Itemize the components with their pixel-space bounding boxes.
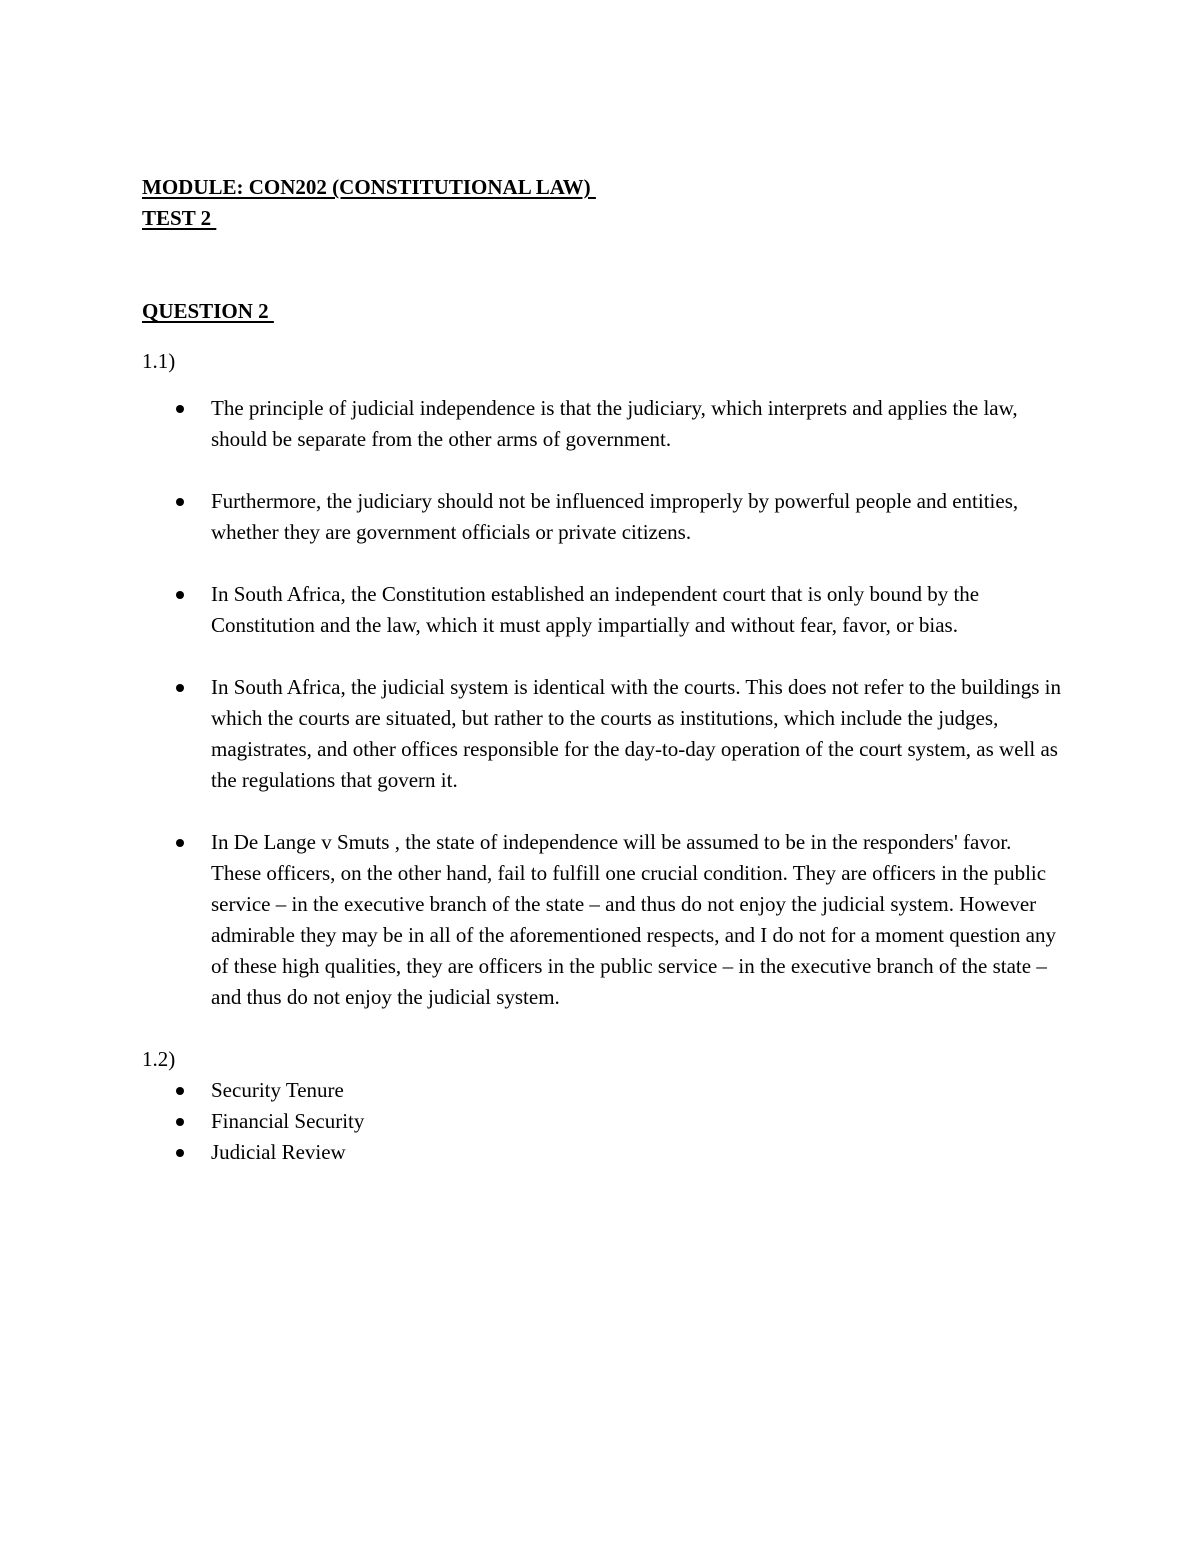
list-item: [142, 486, 1062, 548]
bullet-icon: [176, 1118, 184, 1126]
list-item: [142, 672, 1062, 796]
bullet-icon: [176, 839, 184, 847]
list-item: [142, 827, 1062, 1013]
question-heading: QUESTION 2: [142, 299, 274, 323]
document-content: [142, 172, 1062, 1168]
section-1-2-list: [142, 1075, 1062, 1168]
list-item-text: Financial Security: [211, 1109, 365, 1133]
list-item: [142, 1106, 1062, 1137]
bullet-icon: [176, 1087, 184, 1095]
bullet-icon: [176, 684, 184, 692]
list-item-text: In De Lange v Smuts , the state of independence will be assumed to be in the responders' favor. These officers, on the other hand, fail to fulfill one crucial condition. They are officers in the public service – in the executive branch of the state – and thus do not enjoy the judicial system. However admirable they may be in all of the aforementioned respects, and I do not for a moment question any of these high qualities, they are officers in the public service – in the executive branch of the state – and thus do not enjoy the judicial system.: [211, 830, 1056, 1009]
list-item-text: Furthermore, the judiciary should not be influenced improperly by powerful people and entities, whether they are government officials or private citizens.: [211, 489, 1019, 544]
list-item: [142, 393, 1062, 455]
section-1-1-list: [142, 393, 1062, 1013]
section-label-1-1: 1.1): [142, 349, 176, 373]
bullet-icon: [176, 1149, 184, 1157]
list-item: [142, 1137, 1062, 1168]
list-item: [142, 579, 1062, 641]
list-item-text: Security Tenure: [211, 1078, 344, 1102]
module-heading: MODULE: CON202 (CONSTITUTIONAL LAW): [142, 175, 596, 199]
list-item: [142, 1075, 1062, 1106]
test-heading: TEST 2: [142, 206, 217, 230]
section-label-1-2: 1.2): [142, 1047, 176, 1071]
bullet-icon: [176, 405, 184, 413]
bullet-icon: [176, 498, 184, 506]
bullet-icon: [176, 591, 184, 599]
list-item-text: In South Africa, the judicial system is identical with the courts. This does not refer to the buildings in which the courts are situated, but rather to the courts as institutions, which include the judges, magistrates, and other offices responsible for the day-to-day operation of the court system, as well as the regulations that govern it.: [211, 675, 1061, 792]
list-item-text: Judicial Review: [211, 1140, 346, 1164]
list-item-text: In South Africa, the Constitution established an independent court that is only bound by the Constitution and the law, which it must apply impartially and without fear, favor, or bias.: [211, 582, 980, 637]
list-item-text: The principle of judicial independence is that the judiciary, which interprets and applies the law, should be separate from the other arms of government.: [211, 396, 1018, 451]
